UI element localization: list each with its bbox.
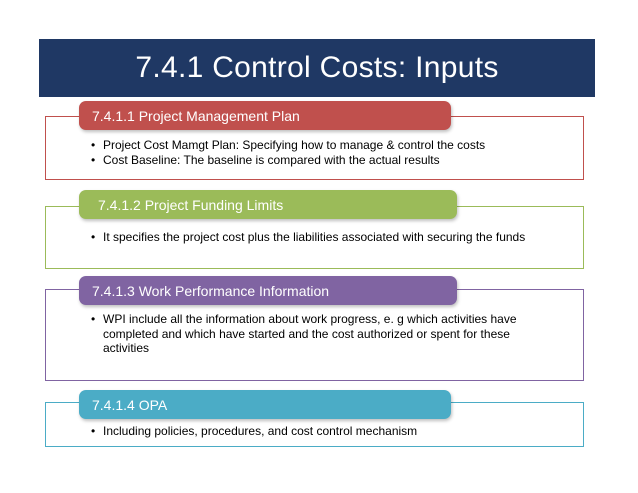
section-2-heading: 7.4.1.2 Project Funding Limits xyxy=(79,190,457,219)
section-1-heading: 7.4.1.1 Project Management Plan xyxy=(79,101,451,130)
section-3-heading: 7.4.1.3 Work Performance Information xyxy=(79,276,457,305)
section-4-bullets xyxy=(91,424,533,439)
section-1-bullets xyxy=(91,138,533,167)
slide-title: 7.4.1 Control Costs: Inputs xyxy=(39,39,595,97)
bullet-item: • Project Cost Mamgt Plan: Specifying how to manage & control the costs xyxy=(91,138,533,153)
bullet-item: • Cost Baseline: The baseline is compared with the actual results xyxy=(91,153,533,168)
section-3-bullets xyxy=(91,312,533,356)
bullet-item: • Including policies, procedures, and cost control mechanism xyxy=(91,424,533,439)
bullet-item: • WPI include all the information about work progress, e. g which activities have completed and which have started and the cost authorized or spent for these activities xyxy=(91,312,533,356)
section-2-bullets xyxy=(91,230,553,245)
section-4-heading: 7.4.1.4 OPA xyxy=(79,390,451,419)
bullet-item: • It specifies the project cost plus the liabilities associated with securing the funds xyxy=(91,230,553,245)
